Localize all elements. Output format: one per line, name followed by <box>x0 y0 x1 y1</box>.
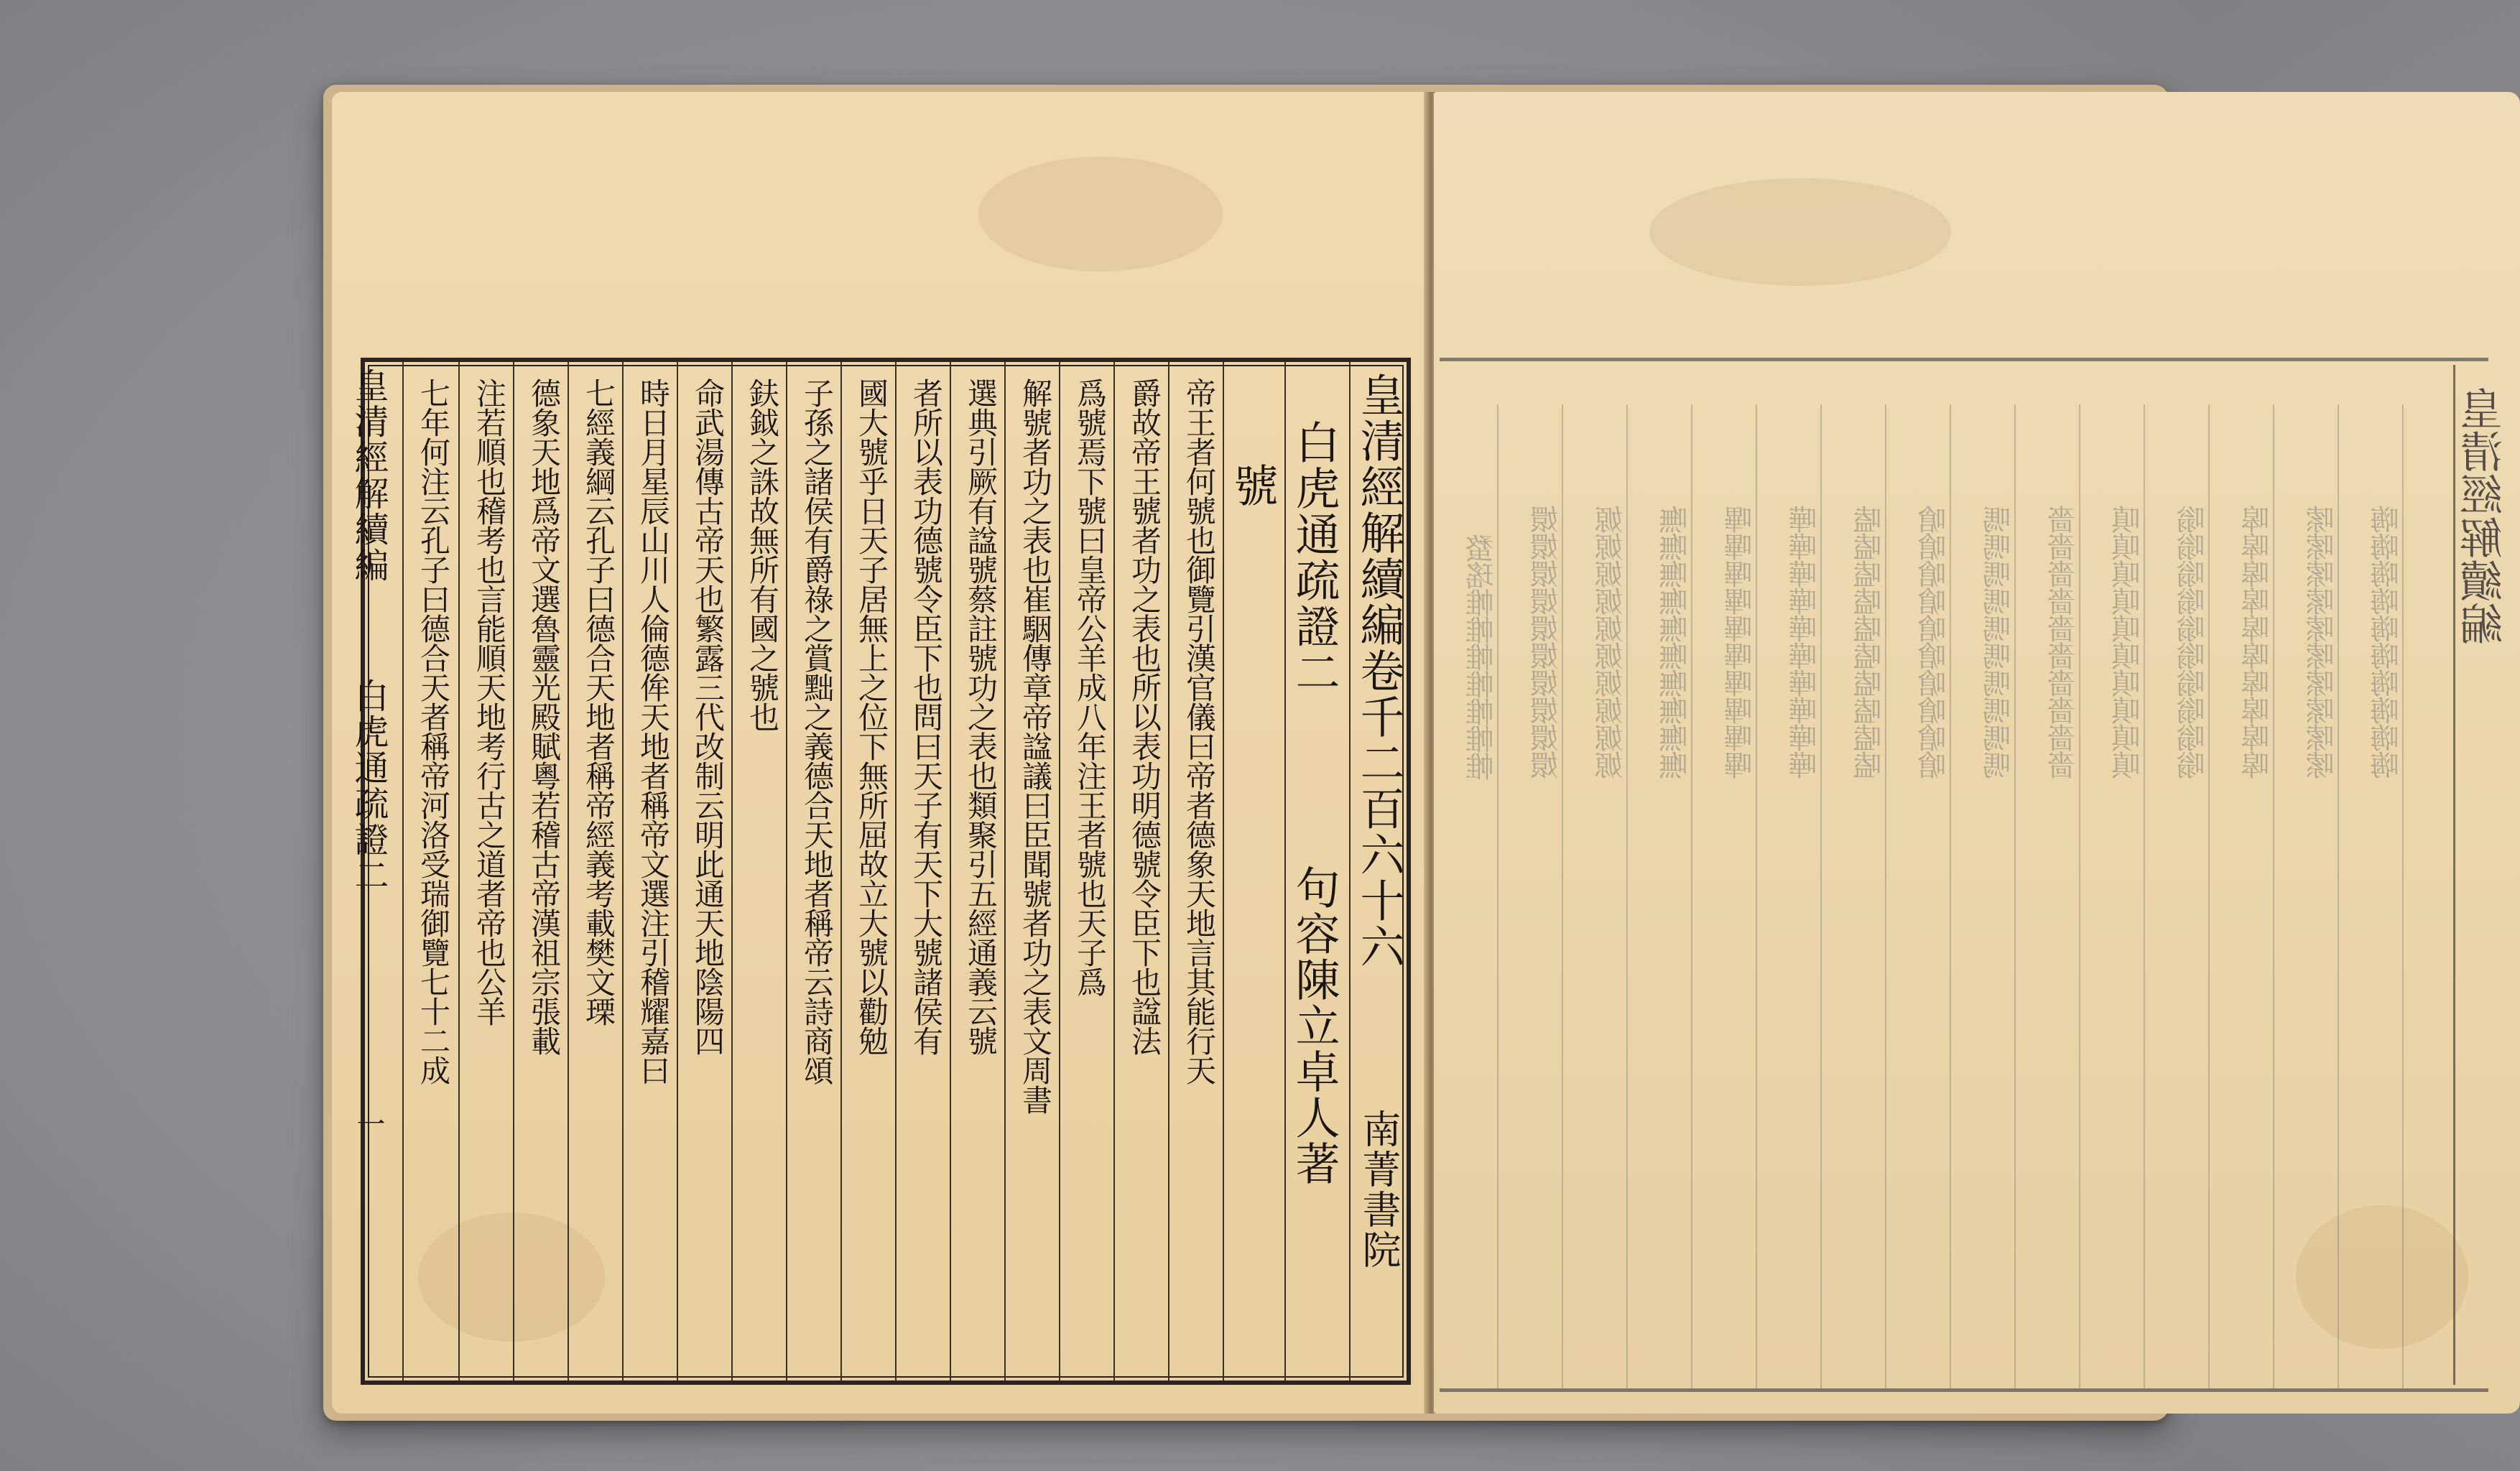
running-section: 白虎通疏證二 <box>348 678 389 894</box>
right-running-head <box>2453 365 2520 1385</box>
text-column-5: 選典引厥有諡號蔡註號功之表也類聚引五經通義云號 <box>963 378 999 1055</box>
text-column-9: 鈇鉞之誅故無所有國之號也 <box>745 378 780 731</box>
text-column-14: 注若順也稽考也言能順天地考行古之道者帝也公羊 <box>472 378 507 1026</box>
left-page <box>332 92 1428 1414</box>
text-column-4: 解號者功之表也崔駰傳章帝諡議曰臣聞號者功之表文周書 <box>1018 378 1053 1114</box>
text-column-8: 子孫之諸侯有爵祿之賞黜之義德合天地者稱帝云詩商頌 <box>800 378 835 1085</box>
text-column-10: 命武湯傳古帝天也繁露三代改制云明此通天地陰陽四 <box>690 378 726 1055</box>
chapter-title: 白虎通疏證二 <box>1288 419 1340 695</box>
print-frame <box>348 358 1411 1385</box>
text-column-7: 國大號乎日天子居無上之位下無所屈故立大號以勸勉 <box>854 378 889 1055</box>
text-column-2: 爵故帝王號者功之表也所以表功明德號令臣下也諡法 <box>1127 378 1162 1055</box>
show-through-frame: 蝥瑤帷帷帷帷帷帷帷 嬛嬛嬛嬛嬛嬛嬛嬛嬛嬛 嫄嫄嫄嫄嫄嫄嫄嫄嫄嫄 嘸嘸嘸嘸嘸嘸嘸嘸嘸嘸 嗶嗶嗶嗶嗶嗶嗶嗶嗶嗶 嘩嘩嘩嘩嘩嘩嘩嘩嘩嘩 嗑嗑嗑嗑嗑嗑嗑嗑嗑嗑 嗆嗆嗆嗆嗆嗆嗆嗆嗆嗆 嗎嗎嗎嗎嗎嗎嗎嗎嗎嗎 嗇嗇嗇嗇嗇嗇嗇嗇嗇嗇 嗔嗔嗔嗔嗔嗔嗔嗔嗔嗔 嗡嗡嗡嗡嗡嗡嗡嗡嗡嗡 嗥嗥嗥嗥嗥嗥嗥嗥嗥嗥 嗦嗦嗦嗦嗦嗦嗦嗦嗦嗦 嗨嗨嗨嗨嗨嗨嗨嗨嗨嗨 <box>1440 358 2488 1392</box>
author-line: 句容陳立卓人著 <box>1288 865 1340 1187</box>
book <box>323 85 2510 1421</box>
folio-number: 一 <box>352 1109 385 1139</box>
right-page <box>1434 92 2520 1414</box>
text-column-12: 七經義綱云孔子曰德合天地者稱帝經義考載樊文瑮 <box>581 378 616 1026</box>
text-column-3: 爲號焉下號曰皇帝公羊成八年注王者號也天子爲 <box>1073 378 1108 996</box>
right-running-title: 皇清經解續編 <box>2460 386 2510 645</box>
header-line: 皇清經解續編卷千二百六十六 <box>1353 372 1405 970</box>
text-column-13: 德象天地爲帝文選魯靈光殿賦粵若稽古帝漢祖宗張載 <box>527 378 562 1055</box>
text-column-1: 帝王者何號也御覽引漢官儀曰帝者德象天地言其能行天 <box>1182 378 1217 1085</box>
running-title: 皇清經解續編 <box>348 368 389 583</box>
text-column-6: 者所以表功德號令臣下也問曰天子有天下大號諸侯有 <box>909 378 944 1055</box>
section-heading: 號 <box>1226 463 1279 509</box>
text-column-11: 時日月星辰山川人倫德侔天地者稱帝文選注引稽耀嘉曰 <box>636 378 671 1085</box>
text-column-15: 七年何注云孔子曰德合天者稱帝河洛受瑞御覽七十二成 <box>416 378 451 1085</box>
publisher: 南菁書院 <box>1356 1109 1402 1270</box>
